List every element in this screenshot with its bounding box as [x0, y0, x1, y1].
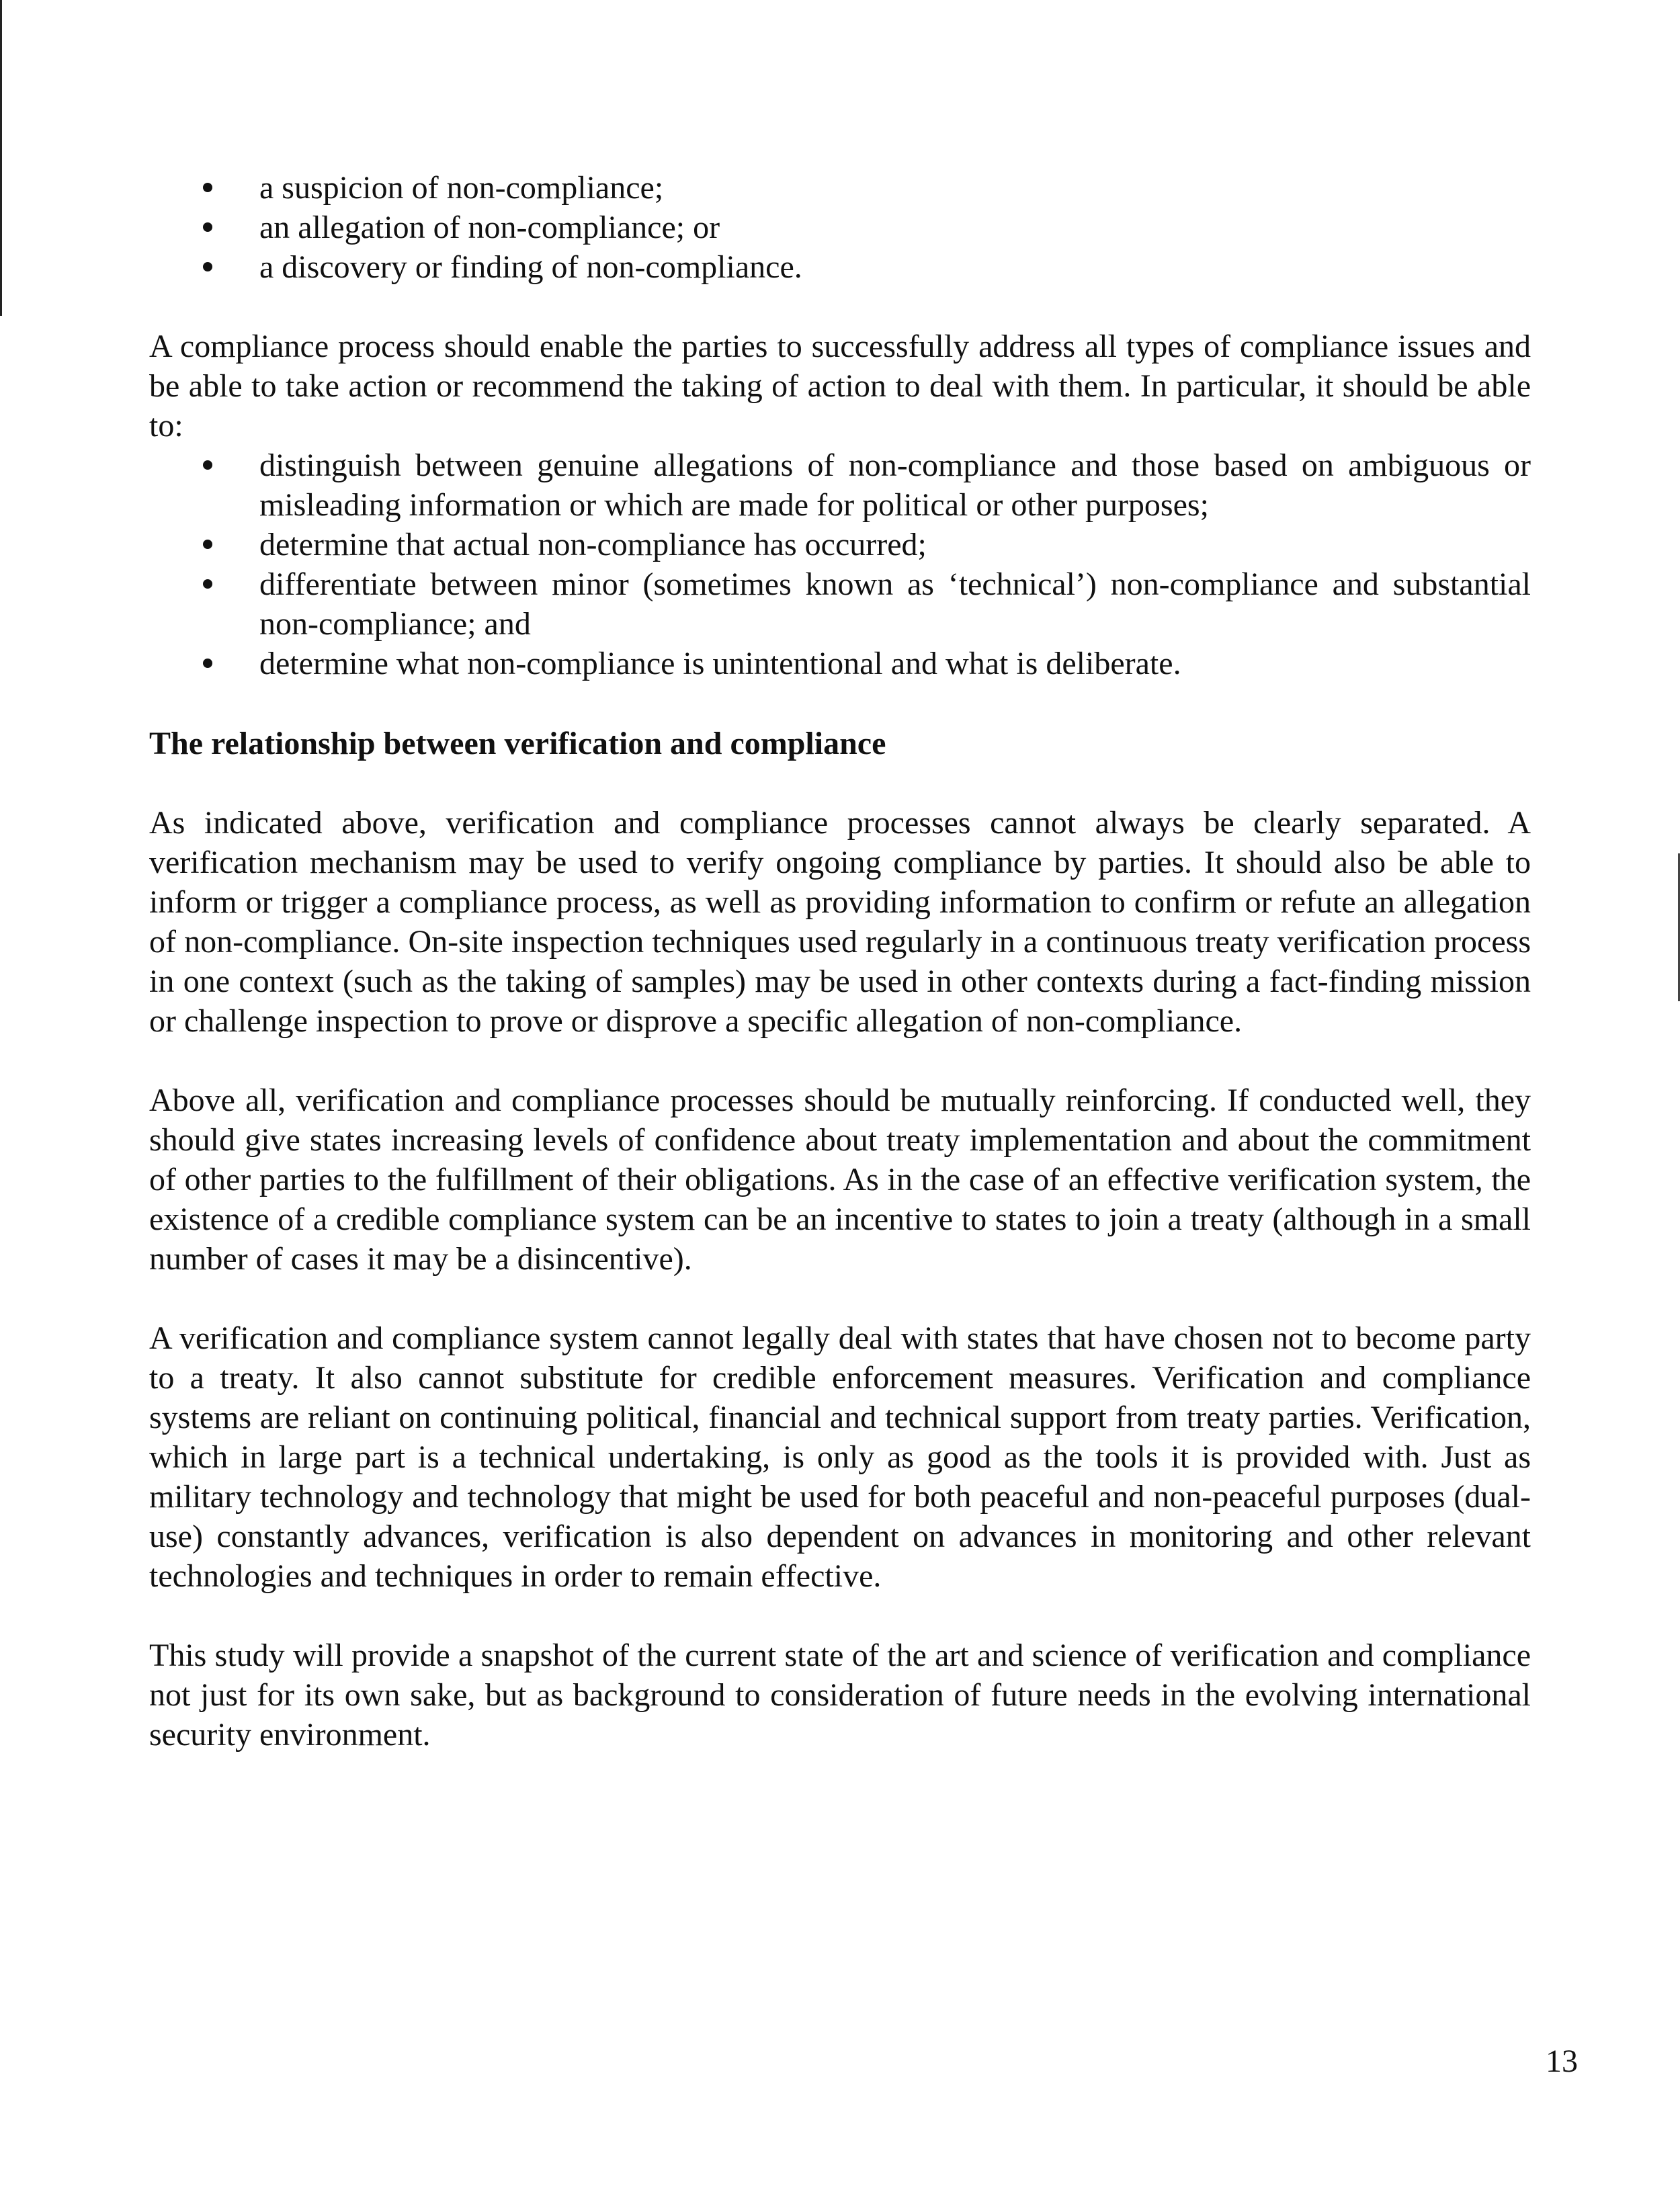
scan-edge-left — [0, 0, 2, 316]
list-item — [149, 247, 1531, 287]
body-paragraph: Above all, verification and compliance processes should be mutually reinforcing. If conducted well, they should give states increasing levels of confidence about treaty implementation and about the commitment of other parties to the fulfillment of their obligations. As in the case of an effective verification system, the existence of a credible compliance system can be an incentive to states to join a treaty (although in a small number of cases it may be a disincentive). — [149, 1083, 1531, 1277]
intro-paragraph: A compliance process should enable the parties to successfully address all types of compliance issues and be able to take action or recommend the taking of action to deal with them. In particular, it should be able to: — [149, 329, 1531, 443]
body-paragraph: A verification and compliance system cannot legally deal with states that have chosen not to become party to a treaty. It also cannot substitute for credible enforcement measures. Verification and compliance systems are reliant on continuing political, financial and technical support from treaty parties. Verification, which in large part is a technical undertaking, is only as good as the tools it is provided with. Just as military technology and technology that might be used for both peaceful and non-peaceful purposes (dual-use) constantly advances, verification is also dependent on advances in monitoring and other relevant technologies and techniques in order to remain effective. — [149, 1320, 1531, 1594]
bullet-icon — [203, 262, 212, 271]
section-heading: The relationship between verification and compliance — [149, 726, 886, 761]
noncompliance-types-list — [149, 168, 1531, 287]
list-item-text: determine that actual non-compliance has occurred; — [259, 527, 927, 562]
bullet-icon — [203, 183, 212, 192]
list-item — [149, 644, 1531, 683]
bullet-icon — [203, 579, 212, 589]
list-item — [149, 168, 1531, 208]
body-paragraph: As indicated above, verification and compliance processes cannot always be clearly separated. A verification mechanism may be used to verify ongoing compliance by parties. It should also be able to inform or trigger a compliance process, as well as providing information to confirm or refute an allegation of non-compliance. On-site inspection techniques used regularly in a continuous treaty verification process in one context (such as the taking of samples) may be used in other contexts during a fact-finding mission or challenge inspection to prove or disprove a specific allegation of non-compliance. — [149, 805, 1531, 1039]
list-item-text: a suspicion of non-compliance; — [259, 170, 664, 206]
bullet-icon — [203, 659, 212, 668]
list-item-text: an allegation of non-compliance; or — [259, 210, 720, 245]
list-item — [149, 446, 1531, 525]
document-page — [149, 168, 1531, 1755]
body-paragraph: This study will provide a snapshot of the current state of the art and science of verification and compliance not just for its own sake, but as background to consideration of future needs in the evolving international security environment. — [149, 1638, 1531, 1752]
list-item-text: distinguish between genuine allegations of non-compliance and those based on ambiguous or misleading information or which are made for political or other purposes; — [259, 448, 1531, 523]
page-number: 13 — [1546, 2043, 1578, 2079]
list-item — [149, 208, 1531, 247]
list-item — [149, 564, 1531, 644]
list-item-text: differentiate between minor (sometimes known as ‘technical’) non-compliance and substantial non-compliance; and — [259, 566, 1531, 642]
compliance-abilities-list — [149, 446, 1531, 683]
bullet-icon — [203, 460, 212, 470]
list-item — [149, 525, 1531, 564]
bullet-icon — [203, 540, 212, 549]
bullet-icon — [203, 222, 212, 232]
list-item-text: determine what non-compliance is unintentional and what is deliberate. — [259, 646, 1181, 681]
list-item-text: a discovery or finding of non-compliance. — [259, 249, 802, 285]
